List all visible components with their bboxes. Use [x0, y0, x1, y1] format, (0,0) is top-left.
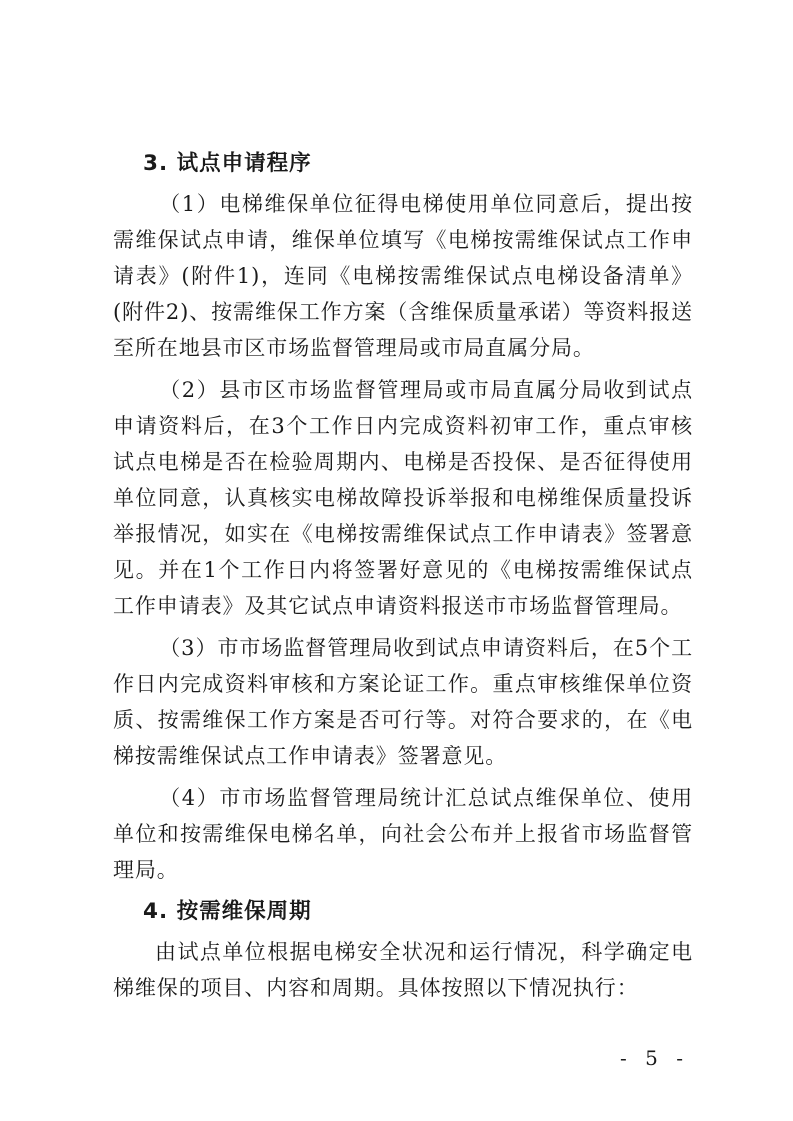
section-3-item-1: （1）电梯维保单位征得电梯使用单位同意后，提出按需维保试点申请，维保单位填写《电梯按需维保试点工作申请表》(附件1)，连同《电梯按需维保试点电梯设备清单》(附件2)、按需维保工作方案（含维保质量承诺）等资料报送至所在地县市区市场监督管理局或市局直属分局。: [113, 192, 693, 360]
section-3-item-2: （2）县市区市场监督管理局或市局直属分局收到试点申请资料后，在3个工作日内完成资料初审工作，重点审核试点电梯是否在检验周期内、电梯是否投保、是否征得使用单位同意，认真核实电梯故障投诉举报和电梯维保质量投诉举报情况，如实在《电梯按需维保试点工作申请表》签署意见。并在1个工作日内将签署好意见的《电梯按需维保试点工作申请表》及其它试点申请资料报送市市场监督管理局。: [113, 378, 693, 618]
section-3-heading: 3. 试点申请程序: [143, 151, 312, 176]
section-3-item-3: （3）市市场监督管理局收到试点申请资料后，在5个工作日内完成资料审核和方案论证工作。重点审核维保单位资质、按需维保工作方案是否可行等。对符合要求的，在《电梯按需维保试点工作申请表》签署意见。: [113, 636, 693, 768]
section-4-heading: 4. 按需维保周期: [143, 899, 312, 924]
section-3-item-4: （4）市市场监督管理局统计汇总试点维保单位、使用单位和按需维保电梯名单，向社会公布并上报省市场监督管理局。: [113, 786, 693, 882]
section-4-body: 由试点单位根据电梯安全状况和运行情况，科学确定电梯维保的项目、内容和周期。具体按照以下情况执行：: [113, 940, 693, 1000]
page-number: - 5 -: [620, 1046, 689, 1070]
document-body: [113, 146, 693, 1012]
